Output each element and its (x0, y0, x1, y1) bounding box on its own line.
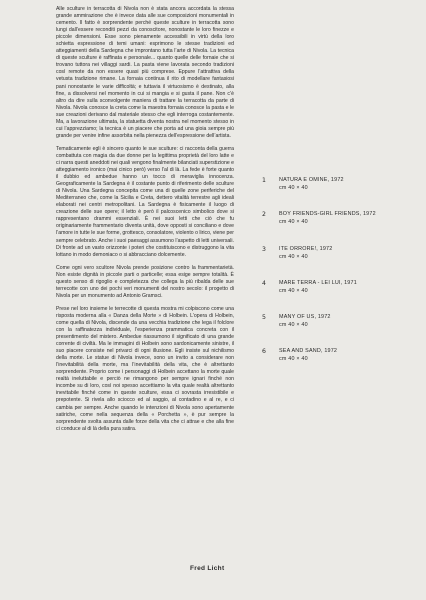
essay-column (56, 6, 234, 433)
essay-paragraph: Tematicamente egli è sincero quanto le sue sculture: ci racconta della guerra combattuta con magia da due donne per la legittima proprietà del loro latte e ci narra questi aneddoti nei quali vengono finalmente bilanciati superstizione e atteggiamento ironico (mai cinico però) verso l’al di là. La fede è forte quanto il dubbio ed ambedue hanno un tocco di meraviglia innocenza. Geograficamente la Sardegna è il costante punto di riferimento delle sculture di Nivola. Una Sardegna concepita come una di quelle zone periferiche del Mediterraneo che, come la Sicilia e Creta, dettero vitalità terrestre agli ideali elaborati nei centri metropolitani. La Sardegna è fisicamente il luogo di creazione delle sue opere; il letto è però il palcoscenico simbolico dove si rappresentano drammi essenziali. È nei suoi letti che ciò che fu originariamente frammentario diventa unità, dove opposti si conciliano e dove l’amore in tutte le sue forme, grottesco, consolatore, violento o lirico, viene per sempre celebrato. Anche i suoi paesaggi assumono l’aspetto di letti universali. Di fronte ad un vasto orizzonte i poteri che costituiscono e distruggono la vita lottano in modo demoniaco o si abbracciano dolcemente. (56, 145, 234, 258)
work-title: ITE ORRORE!, 1972 (279, 246, 333, 252)
work-dimensions: cm 40 × 40 (279, 254, 308, 260)
work-title: BOY FRIENDS-GIRL FRIENDS, 1972 (279, 211, 376, 217)
work-number: 2 (262, 211, 266, 218)
work-dimensions: cm 40 × 40 (279, 288, 308, 294)
work-dimensions: cm 40 × 40 (279, 322, 308, 328)
essay-paragraph: Prese nel loro insieme le terrecotte di questa mostra mi colpiscono come una risposta moderna alla « Danza della Morte » di Holbein. L’opera di Holbein, come quella di Nivola, discende da una vecchia tradizione che lega il folclore con la raffinatezza individuale, l’esperienza prammatica concreta con il presentimento del mistero. Ambedue riassumono il significato di una grande corrente di civiltà. Ma le immagini di Holbein sono sardonicamente sinistre, il suo piacere consiste nel privarci di ogni illusione. Egli insiste sul nichilismo della morte. Le statue di Nivola invece, sono un invito a considerare non l’inevitabilità della morte, ma l’inevitabilità della vita, che è altrettanto sorprendente. Proprio come i personaggi di Holbein accettano la morte quale realtà ineluttabile e perciò ne rimangono per sempre ignari finché non incombe su di loro, così noi spesso accettiamo la vita quale realtà altrettanto inevitabile finché come in queste sculture, essa ci sovrasta irresistibile e prepotente. Si rivela allo sciocco ed al saggio, al contadino e al re, e ci cambia per sempre. Anche quando le intenzioni di Nivola sono apertamente satiriche, come nella sequenza della « Porchetta », è pur sempre la sorprendente svolta assunta dalle forze della vita che ci attrae e che alla fine ci conduce al di là della pura satira. (56, 305, 234, 432)
work-number: 1 (262, 177, 266, 184)
work-title: MARE TERRA - LEI LUI, 1971 (279, 280, 357, 286)
work-number: 5 (262, 314, 266, 321)
essay-paragraph: Come ogni vero scultore Nivola prende posizione contro la frammentarietà. Non esiste dignità in piccole parti o particelle; essa esige sempre totalità. È questo senso di rigoglio e completezza che collega la più ribalda delle sue terrecotte con uno dei pochi veri monumenti del nostro secolo: il progetto di Nivola per un monumento ad Antonio Gramsci. (56, 264, 234, 299)
work-title: SEA AND SAND, 1972 (279, 348, 338, 354)
work-number: 3 (262, 246, 266, 253)
author-signature: Fred Licht (190, 565, 225, 572)
work-dimensions: cm 40 × 40 (279, 219, 308, 225)
work-title: NATURA E OMINE, 1972 (279, 177, 344, 183)
work-dimensions: cm 40 × 40 (279, 356, 308, 362)
essay-paragraph: Alle sculture in terracotta di Nivola non è stata ancora accordata la stessa grande ammirazione che è invece data alle sue composizioni monumentali in cemento. Il fatto è sorprendente perché queste sculture in terracotta sono lungi dall’essere reconditi pezzi da conoscitore, nonostante le loro finezze e piccole dimensioni. Esse sono pienamente accessibili in virtù della loro schietta espressione di temi umani: esprimono le stesse tradizioni ed atteggiamenti della Sardegna che improntano tutta l’arte di Nivola. La tecnica di queste sculture è raffinata e personale... quanto quelle delle fornaie che si trovano tuttora nei villaggi sardi. La pasta viene lavorata secondo tradizioni così remote da non essere quasi più comprese. Eppure l’attrattiva della vetusta tradizione rimane. La fornaia continua il rito di modellare fantasiosi pani nonostante le varie difficoltà; e tuttavia il virtuosismo è destinato, alla fine, a dissolversi nel momento in cui si mangia e si gusta il pane. Non c’è altro da dire sulla sconvolgente maniera di trattare la terracotta da parte di Nivola. Nivola conosce la creta come la maestra fornaia conosce la pasta e le sue creazioni derivano dal materiale stesso che egli interroga costantemente. Ma, a lavorazione ultimata, la statuetta diventa nostra nel momento stesso in cui l’apprezziamo; la tecnica è un piacere che porta ad una gioia sempre più grande per venire infine assorbita nella pienezza dell’espressione dell’artista. (56, 6, 234, 139)
work-title: MANY OF US, 1972 (279, 314, 331, 320)
work-number: 4 (262, 280, 266, 287)
work-dimensions: cm 40 × 40 (279, 185, 308, 191)
work-number: 6 (262, 348, 266, 355)
